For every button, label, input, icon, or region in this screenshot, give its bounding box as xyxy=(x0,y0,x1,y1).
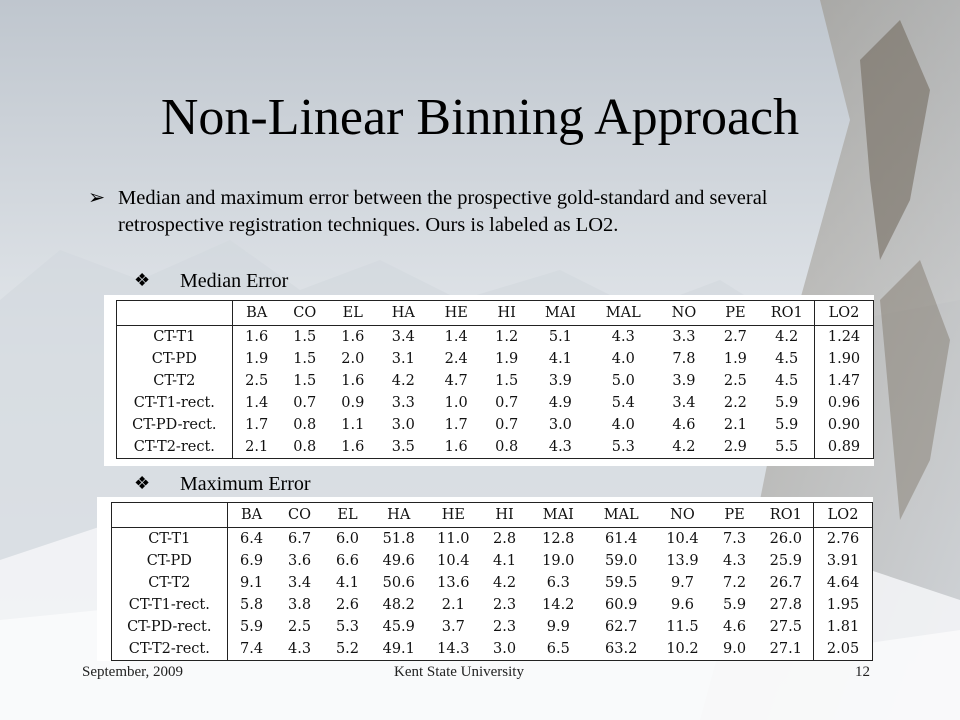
table-cell: 1.7 xyxy=(232,414,281,436)
table-cell: 2.5 xyxy=(232,370,281,392)
table-cell: 1.5 xyxy=(495,373,519,389)
table-cell: 14.2 xyxy=(542,597,575,613)
table-cell: 4.2 xyxy=(775,329,799,345)
table-cell: 11.5 xyxy=(666,619,699,635)
table-cell: 2.1 xyxy=(232,436,281,459)
table-cell: 12.8 xyxy=(542,531,575,547)
table-cell: 1.0 xyxy=(444,395,468,411)
table-cell: 4.1 xyxy=(493,553,517,569)
column-header xyxy=(112,503,228,528)
table-cell: 5.3 xyxy=(590,436,657,459)
table-cell: 1.9 xyxy=(723,351,747,367)
table-cell: 1.6 xyxy=(232,326,281,349)
median-error-heading: ❖ Median Error xyxy=(134,270,289,292)
table-cell: 4.2 xyxy=(493,575,517,591)
table-cell: 5.4 xyxy=(611,395,635,411)
column-header: HE xyxy=(426,503,481,528)
column-header xyxy=(117,301,233,326)
maximum-error-table xyxy=(97,497,873,661)
table-cell: 48.2 xyxy=(382,597,415,613)
table-cell: 0.7 xyxy=(495,395,519,411)
table-cell: 5.2 xyxy=(324,638,372,661)
footer-date: September, 2009 xyxy=(82,664,184,680)
table-cell: 2.8 xyxy=(493,531,517,547)
table-cell: 4.0 xyxy=(611,417,635,433)
table-cell: 1.6 xyxy=(341,329,365,345)
table-cell: 2.7 xyxy=(723,329,747,345)
table-cell: 4.3 xyxy=(276,638,324,661)
table-cell: 4.2 xyxy=(657,436,712,459)
table-cell: 5.3 xyxy=(335,619,359,635)
table-row xyxy=(112,550,873,572)
column-header: MAL xyxy=(588,503,654,528)
table-cell: 10.4 xyxy=(666,531,699,547)
table-cell: 1.6 xyxy=(430,436,483,459)
table-cell: 1.4 xyxy=(232,392,281,414)
column-header: PE xyxy=(711,503,759,528)
column-header: HI xyxy=(483,301,531,326)
slide-title: Non-Linear Binning Approach xyxy=(160,89,800,146)
table-cell: 4.6 xyxy=(723,619,747,635)
footer-organization: Kent State University xyxy=(394,664,524,680)
row-label: CT-T1 xyxy=(112,528,228,551)
table-cell: 4.1 xyxy=(548,351,572,367)
table-cell: 51.8 xyxy=(382,531,415,547)
table-cell: 3.4 xyxy=(287,575,312,591)
table-cell: 2.6 xyxy=(335,597,359,613)
table-cell: 3.3 xyxy=(391,395,415,411)
table-cell: 4.9 xyxy=(548,395,572,411)
table-cell: 4.6 xyxy=(672,417,696,433)
column-header: HA xyxy=(377,301,430,326)
table-cell: 1.6 xyxy=(341,373,365,389)
table-cell: 5.1 xyxy=(548,329,572,345)
table-cell: 3.1 xyxy=(391,351,415,367)
table-cell: 5.9 xyxy=(775,395,799,411)
table-cell: 3.9 xyxy=(548,373,572,389)
main-bullet xyxy=(88,185,848,239)
row-label: CT-PD xyxy=(112,550,228,572)
table-cell: 6.7 xyxy=(287,531,312,547)
column-header: RO1 xyxy=(759,503,814,528)
row-label: CT-T1-rect. xyxy=(117,392,233,414)
column-header: LO2 xyxy=(814,503,873,528)
table-cell: 2.4 xyxy=(444,351,468,367)
table-cell: 6.9 xyxy=(227,550,275,572)
table-cell: 9.0 xyxy=(711,638,759,661)
table-row xyxy=(112,528,873,551)
table-cell: 63.2 xyxy=(588,638,654,661)
table-cell: 5.0 xyxy=(611,373,635,389)
table-cell: 4.3 xyxy=(531,436,590,459)
table-cell: 7.4 xyxy=(227,638,275,661)
column-header: RO1 xyxy=(759,301,814,326)
table-row xyxy=(117,370,874,392)
table-cell: 1.9 xyxy=(232,348,281,370)
table-cell: 3.9 xyxy=(672,373,696,389)
table-cell: 60.9 xyxy=(605,597,638,613)
table-cell: 0.7 xyxy=(495,417,519,433)
table-cell: 5.9 xyxy=(723,597,747,613)
table-cell: 1.5 xyxy=(293,373,317,389)
table-cell: 5.9 xyxy=(227,616,275,638)
table-cell: 2.5 xyxy=(287,619,312,635)
column-header: CO xyxy=(281,301,329,326)
table-cell: 10.2 xyxy=(654,638,710,661)
table-cell: 1.4 xyxy=(444,329,468,345)
row-label: CT-T1-rect. xyxy=(112,594,228,616)
table-cell: 3.6 xyxy=(287,553,312,569)
table-row xyxy=(117,326,874,349)
table-cell: 0.96 xyxy=(815,392,874,414)
table-cell: 19.0 xyxy=(542,553,575,569)
row-label: CT-T2-rect. xyxy=(117,436,233,459)
table-row xyxy=(117,348,874,370)
table-cell: 1.90 xyxy=(815,348,874,370)
table-cell: 25.9 xyxy=(769,553,802,569)
column-header: NO xyxy=(657,301,712,326)
table-cell: 2.3 xyxy=(493,619,517,635)
column-header: MAL xyxy=(590,301,657,326)
table-cell: 1.2 xyxy=(495,329,519,345)
table-cell: 4.64 xyxy=(814,572,873,594)
column-header: HA xyxy=(371,503,426,528)
table-cell: 7.2 xyxy=(723,575,747,591)
column-header: NO xyxy=(654,503,710,528)
table-cell: 0.9 xyxy=(341,395,365,411)
table-cell: 59.5 xyxy=(605,575,638,591)
table-header-row xyxy=(112,503,873,528)
table-cell: 6.0 xyxy=(335,531,359,547)
table-cell: 0.7 xyxy=(293,395,317,411)
table-cell: 1.47 xyxy=(815,370,874,392)
table-cell: 7.3 xyxy=(723,531,747,547)
column-header: HI xyxy=(481,503,529,528)
table-cell: 10.4 xyxy=(437,553,470,569)
column-header: EL xyxy=(324,503,372,528)
column-header: HE xyxy=(430,301,483,326)
table-cell: 3.0 xyxy=(391,417,415,433)
column-header: CO xyxy=(276,503,324,528)
table-cell: 45.9 xyxy=(382,619,415,635)
median-error-table xyxy=(104,295,874,466)
table-cell: 1.7 xyxy=(444,417,468,433)
table-cell: 4.5 xyxy=(775,373,799,389)
table-row xyxy=(112,594,873,616)
table-row xyxy=(117,436,874,459)
table-cell: 1.1 xyxy=(341,417,365,433)
table-cell: 0.90 xyxy=(815,414,874,436)
table-cell: 0.89 xyxy=(815,436,874,459)
table-cell: 0.8 xyxy=(281,436,329,459)
table-cell: 4.7 xyxy=(444,373,468,389)
table-cell: 4.2 xyxy=(391,373,415,389)
table-cell: 2.0 xyxy=(341,351,365,367)
column-header: MAI xyxy=(529,503,588,528)
row-label: CT-PD-rect. xyxy=(117,414,233,436)
table-cell: 4.3 xyxy=(723,553,747,569)
arrow-bullet-icon: ➢ xyxy=(88,187,106,209)
table-cell: 2.1 xyxy=(723,417,747,433)
table-cell: 1.5 xyxy=(293,351,317,367)
table-row xyxy=(112,638,873,661)
table-cell: 4.1 xyxy=(335,575,359,591)
table-cell: 9.7 xyxy=(670,575,694,591)
row-label: CT-T2-rect. xyxy=(112,638,228,661)
table-row xyxy=(112,572,873,594)
table-cell: 3.8 xyxy=(287,597,312,613)
table-cell: 3.0 xyxy=(481,638,529,661)
table-cell: 9.6 xyxy=(670,597,694,613)
row-label: CT-PD xyxy=(117,348,233,370)
table-cell: 1.5 xyxy=(293,329,317,345)
table-cell: 7.8 xyxy=(672,351,696,367)
table-row xyxy=(112,616,873,638)
table-cell: 11.0 xyxy=(437,531,470,547)
column-header: BA xyxy=(232,301,281,326)
table-cell: 26.0 xyxy=(769,531,802,547)
table-cell: 2.3 xyxy=(493,597,517,613)
table-cell: 3.4 xyxy=(672,395,696,411)
table-cell: 2.05 xyxy=(814,638,873,661)
table-cell: 2.9 xyxy=(711,436,759,459)
table-cell: 4.5 xyxy=(775,351,799,367)
row-label: CT-T2 xyxy=(112,572,228,594)
table-cell: 0.8 xyxy=(483,436,531,459)
column-header: BA xyxy=(227,503,275,528)
diamond-bullet-icon: ❖ xyxy=(134,270,151,290)
table-cell: 1.81 xyxy=(814,616,873,638)
table-cell: 9.9 xyxy=(546,619,570,635)
table-header-row xyxy=(117,301,874,326)
table-cell: 6.6 xyxy=(335,553,359,569)
slide-number: 12 xyxy=(855,664,870,680)
table-cell: 5.9 xyxy=(775,417,799,433)
table-cell: 2.76 xyxy=(814,528,873,551)
table-cell: 59.0 xyxy=(605,553,638,569)
table-cell: 5.5 xyxy=(759,436,814,459)
table-cell: 3.91 xyxy=(814,550,873,572)
column-header: MAI xyxy=(531,301,590,326)
table-cell: 50.6 xyxy=(382,575,415,591)
table-cell: 13.6 xyxy=(437,575,470,591)
table-cell: 5.8 xyxy=(227,594,275,616)
table-cell: 6.3 xyxy=(546,575,570,591)
table-cell: 27.5 xyxy=(769,619,802,635)
column-header: LO2 xyxy=(815,301,874,326)
table-cell: 3.0 xyxy=(548,417,572,433)
table-cell: 9.1 xyxy=(227,572,275,594)
table-cell: 6.4 xyxy=(227,528,275,551)
table-cell: 3.3 xyxy=(672,329,696,345)
table-cell: 27.1 xyxy=(759,638,814,661)
table-cell: 3.5 xyxy=(377,436,430,459)
table-cell: 2.5 xyxy=(723,373,747,389)
table-cell: 49.6 xyxy=(382,553,415,569)
table-cell: 1.24 xyxy=(815,326,874,349)
table-cell: 2.1 xyxy=(441,597,465,613)
table-cell: 61.4 xyxy=(605,531,638,547)
main-bullet-text: Median and maximum error between the prospective gold-standard and several retrospective registration techniques. Ours is labeled as LO2. xyxy=(118,187,768,236)
maximum-error-heading: ❖ Maximum Error xyxy=(134,473,311,495)
column-header: PE xyxy=(711,301,759,326)
table-cell: 3.7 xyxy=(441,619,465,635)
table-cell: 49.1 xyxy=(371,638,426,661)
table-cell: 27.8 xyxy=(769,597,802,613)
row-label: CT-T1 xyxy=(117,326,233,349)
column-header: EL xyxy=(329,301,377,326)
table-row xyxy=(117,392,874,414)
table-cell: 6.5 xyxy=(529,638,588,661)
diamond-bullet-icon: ❖ xyxy=(134,473,151,493)
table-cell: 4.3 xyxy=(611,329,635,345)
table-cell: 1.9 xyxy=(495,351,519,367)
table-cell: 0.8 xyxy=(293,417,317,433)
table-cell: 13.9 xyxy=(666,553,699,569)
table-cell: 3.4 xyxy=(391,329,415,345)
table-cell: 14.3 xyxy=(426,638,481,661)
row-label: CT-PD-rect. xyxy=(112,616,228,638)
table-cell: 2.2 xyxy=(723,395,747,411)
table-cell: 62.7 xyxy=(605,619,638,635)
table-cell: 1.6 xyxy=(329,436,377,459)
table-cell: 4.0 xyxy=(611,351,635,367)
row-label: CT-T2 xyxy=(117,370,233,392)
table-cell: 26.7 xyxy=(769,575,802,591)
table-cell: 1.95 xyxy=(814,594,873,616)
table-row xyxy=(117,414,874,436)
